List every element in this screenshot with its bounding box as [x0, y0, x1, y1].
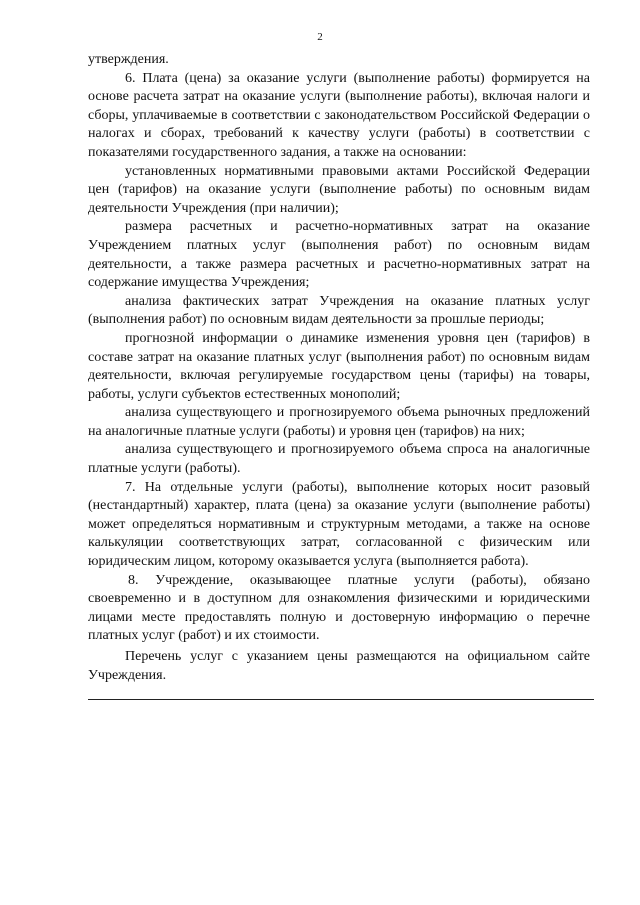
- final-note: Перечень услуг с указанием цены размещаются на официальном сайте Учреждения.: [88, 649, 590, 683]
- basis-item-4: прогнозной информации о динамике изменения уровня цен (тарифов) в составе затрат на оказание платных услуг (выполнения работ) по основным видам деятельности, включая регулируемые государством цены (тарифы) на товары, работы, услуги субъектов естественных монополий;: [88, 330, 590, 402]
- clause-8: 8. Учреждение, оказывающее платные услуги (работы), обязано своевременно и в доступном для ознакомления физическими и юридическими лицами месте предоставлять полную и достоверную информацию о перечне платных услуг (работ) и их стоимости.: [88, 572, 590, 644]
- basis-item-5: анализа существующего и прогнозируемого объема рыночных предложений на аналогичные платные услуги (работы) и уровня цен (тарифов) на них;: [88, 405, 590, 439]
- clause-6: 6. Плата (цена) за оказание услуги (выполнение работы) формируется на основе расчета затрат на оказание услуги (выполнение работы), включая налоги и сборы, уплачиваемые в соответствии с законодательством Российской Федерации о налогах и сборах, требований к качеству услуги (работы) в соответствии с показателями государственного задания, а также на основании:: [88, 70, 590, 160]
- page-number: 2: [317, 31, 323, 43]
- document-body: [88, 51, 590, 685]
- basis-item-6: анализа существующего и прогнозируемого объема спроса на аналогичные платные услуги (работы).: [88, 442, 590, 477]
- basis-item-3: анализа фактических затрат Учреждения на оказание платных услуг (выполнения работ) по основным видам деятельности за прошлые периоды;: [88, 293, 590, 328]
- basis-item-2: размера расчетных и расчетно-нормативных затрат на оказание Учреждением платных услуг (выполнения работ) по основным видам деятельности, а также размера расчетных и расчетно-нормативных затрат на содержание имущества Учреждения;: [88, 219, 590, 291]
- basis-item-1: установленных нормативными правовыми актами Российской Федерации цен (тарифов) на оказание услуги (выполнение работы) по основным видам деятельности Учреждения (при наличии);: [88, 163, 590, 216]
- paragraph-continuation: утверждения.: [88, 52, 169, 67]
- clause-7: 7. На отдельные услуги (работы), выполнение которых носит разовый (нестандартный) характер, плата (цена) за оказание услуги (выполнение работы) может определяться нормативным и структурным методами, а также на основе калькуляции соответствующих затрат, согласованной с физическим или юридическим лицом, которому оказывается услуга (выполняется работа).: [88, 479, 590, 570]
- closing-rule: [88, 699, 594, 700]
